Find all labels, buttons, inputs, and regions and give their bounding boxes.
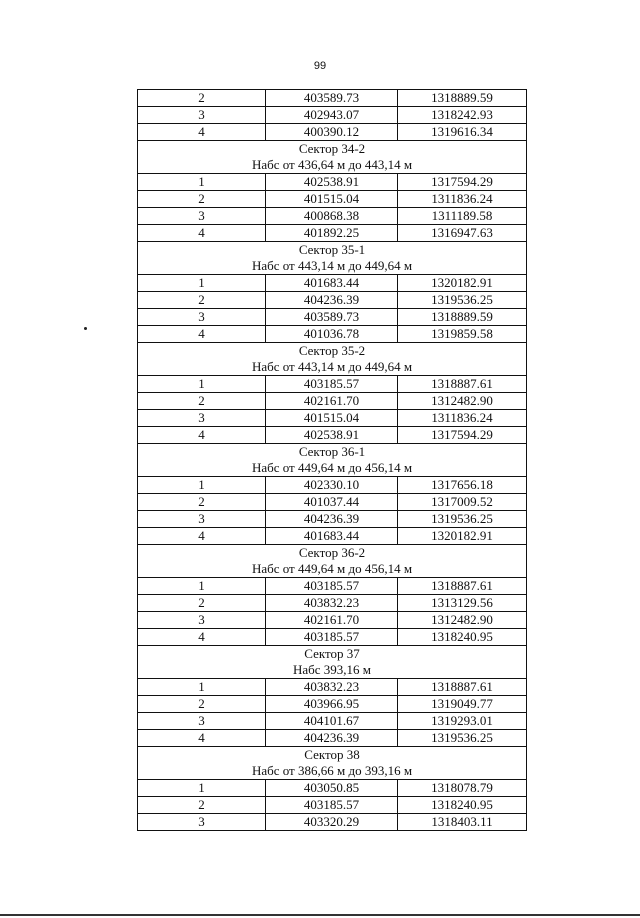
sector-title: Сектор 35-2 [298, 343, 366, 358]
y-coordinate-cell: 1318889.59 [398, 90, 527, 107]
x-coordinate-cell: 403966.95 [266, 696, 398, 713]
table-row [138, 477, 527, 494]
y-coordinate-cell: 1319293.01 [398, 713, 527, 730]
x-coordinate-cell: 403589.73 [266, 90, 398, 107]
x-coordinate-cell: 403050.85 [266, 780, 398, 797]
x-coordinate-cell: 402161.70 [266, 612, 398, 629]
y-coordinate-cell: 1318078.79 [398, 780, 527, 797]
x-coordinate-cell: 401515.04 [266, 191, 398, 208]
x-coordinate-cell: 401892.25 [266, 225, 398, 242]
point-number-cell: 1 [138, 174, 266, 191]
point-number-cell: 3 [138, 814, 266, 831]
sector-title: Сектор 37 [304, 646, 360, 661]
y-coordinate-cell: 1317594.29 [398, 427, 527, 444]
point-number-cell: 2 [138, 393, 266, 410]
table-row [138, 225, 527, 242]
table-row [138, 107, 527, 124]
table-row [138, 612, 527, 629]
table-row [138, 326, 527, 343]
sector-heading-row [138, 545, 527, 578]
point-number-cell: 1 [138, 376, 266, 393]
sector-heading-cell [138, 747, 527, 780]
table-row [138, 275, 527, 292]
x-coordinate-cell: 402161.70 [266, 393, 398, 410]
sector-heading-cell [138, 444, 527, 477]
x-coordinate-cell: 403832.23 [266, 679, 398, 696]
sector-height-range: Набс 393,16 м [292, 662, 372, 677]
table-row [138, 814, 527, 831]
sector-heading-cell [138, 545, 527, 578]
point-number-cell: 4 [138, 629, 266, 646]
point-number-cell: 2 [138, 696, 266, 713]
x-coordinate-cell: 400868.38 [266, 208, 398, 225]
x-coordinate-cell: 402330.10 [266, 477, 398, 494]
table-row [138, 797, 527, 814]
y-coordinate-cell: 1320182.91 [398, 528, 527, 545]
y-coordinate-cell: 1319536.25 [398, 730, 527, 747]
page-number: 99 [313, 60, 327, 72]
scan-speck [84, 327, 87, 330]
y-coordinate-cell: 1317594.29 [398, 174, 527, 191]
x-coordinate-cell: 404101.67 [266, 713, 398, 730]
table-row [138, 713, 527, 730]
y-coordinate-cell: 1319536.25 [398, 292, 527, 309]
table-row [138, 780, 527, 797]
y-coordinate-cell: 1311836.24 [398, 410, 527, 427]
sector-heading-cell [138, 343, 527, 376]
point-number-cell: 4 [138, 124, 266, 141]
x-coordinate-cell: 400390.12 [266, 124, 398, 141]
x-coordinate-cell: 403185.57 [266, 376, 398, 393]
sector-height-range: Набс от 449,64 м до 456,14 м [251, 561, 413, 576]
point-number-cell: 3 [138, 410, 266, 427]
sector-title: Сектор 35-1 [298, 242, 366, 257]
sector-heading-row [138, 444, 527, 477]
x-coordinate-cell: 403185.57 [266, 629, 398, 646]
y-coordinate-cell: 1318887.61 [398, 578, 527, 595]
table-row [138, 427, 527, 444]
y-coordinate-cell: 1318403.11 [398, 814, 527, 831]
y-coordinate-cell: 1318887.61 [398, 376, 527, 393]
table-row [138, 174, 527, 191]
point-number-cell: 3 [138, 309, 266, 326]
point-number-cell: 3 [138, 713, 266, 730]
sector-height-range: Набс от 443,14 м до 449,64 м [251, 258, 413, 273]
y-coordinate-cell: 1312482.90 [398, 612, 527, 629]
y-coordinate-cell: 1318240.95 [398, 629, 527, 646]
x-coordinate-cell: 403320.29 [266, 814, 398, 831]
y-coordinate-cell: 1311836.24 [398, 191, 527, 208]
table-row [138, 309, 527, 326]
point-number-cell: 1 [138, 275, 266, 292]
table-row [138, 578, 527, 595]
table-row [138, 90, 527, 107]
sector-title: Сектор 36-2 [298, 545, 366, 560]
point-number-cell: 4 [138, 427, 266, 444]
page-bottom-edge [0, 914, 640, 916]
sector-heading-row [138, 141, 527, 174]
point-number-cell: 3 [138, 612, 266, 629]
x-coordinate-cell: 403185.57 [266, 578, 398, 595]
y-coordinate-cell: 1313129.56 [398, 595, 527, 612]
point-number-cell: 4 [138, 326, 266, 343]
sector-height-range: Набс от 436,64 м до 443,14 м [251, 157, 413, 172]
y-coordinate-cell: 1320182.91 [398, 275, 527, 292]
y-coordinate-cell: 1316947.63 [398, 225, 527, 242]
point-number-cell: 4 [138, 528, 266, 545]
x-coordinate-cell: 401683.44 [266, 275, 398, 292]
y-coordinate-cell: 1318887.61 [398, 679, 527, 696]
y-coordinate-cell: 1312482.90 [398, 393, 527, 410]
sector-heading-cell [138, 141, 527, 174]
point-number-cell: 1 [138, 780, 266, 797]
point-number-cell: 2 [138, 797, 266, 814]
point-number-cell: 2 [138, 90, 266, 107]
y-coordinate-cell: 1319859.58 [398, 326, 527, 343]
table-row [138, 191, 527, 208]
y-coordinate-cell: 1317009.52 [398, 494, 527, 511]
sector-heading-cell [138, 242, 527, 275]
table-row [138, 410, 527, 427]
sector-title: Сектор 34-2 [298, 141, 366, 156]
point-number-cell: 3 [138, 208, 266, 225]
y-coordinate-cell: 1311189.58 [398, 208, 527, 225]
point-number-cell: 1 [138, 679, 266, 696]
table-row [138, 292, 527, 309]
table-row [138, 376, 527, 393]
y-coordinate-cell: 1319536.25 [398, 511, 527, 528]
point-number-cell: 2 [138, 494, 266, 511]
table-row [138, 629, 527, 646]
x-coordinate-cell: 404236.39 [266, 730, 398, 747]
table-row [138, 595, 527, 612]
x-coordinate-cell: 403185.57 [266, 797, 398, 814]
point-number-cell: 1 [138, 477, 266, 494]
y-coordinate-cell: 1319049.77 [398, 696, 527, 713]
x-coordinate-cell: 401036.78 [266, 326, 398, 343]
sector-height-range: Набс от 386,66 м до 393,16 м [251, 763, 413, 778]
y-coordinate-cell: 1318242.93 [398, 107, 527, 124]
sector-height-range: Набс от 449,64 м до 456,14 м [251, 460, 413, 475]
coordinates-table [137, 89, 527, 831]
x-coordinate-cell: 401037.44 [266, 494, 398, 511]
x-coordinate-cell: 403589.73 [266, 309, 398, 326]
point-number-cell: 2 [138, 292, 266, 309]
sector-title: Сектор 38 [304, 747, 360, 762]
table-row [138, 511, 527, 528]
x-coordinate-cell: 404236.39 [266, 292, 398, 309]
x-coordinate-cell: 404236.39 [266, 511, 398, 528]
x-coordinate-cell: 402943.07 [266, 107, 398, 124]
y-coordinate-cell: 1318240.95 [398, 797, 527, 814]
table-row [138, 696, 527, 713]
x-coordinate-cell: 401515.04 [266, 410, 398, 427]
y-coordinate-cell: 1317656.18 [398, 477, 527, 494]
table-row [138, 393, 527, 410]
point-number-cell: 4 [138, 730, 266, 747]
table-row [138, 679, 527, 696]
sector-heading-cell [138, 646, 527, 679]
point-number-cell: 4 [138, 225, 266, 242]
coordinates-table-body [138, 90, 527, 831]
sector-heading-row [138, 646, 527, 679]
point-number-cell: 1 [138, 578, 266, 595]
sector-heading-row [138, 747, 527, 780]
x-coordinate-cell: 403832.23 [266, 595, 398, 612]
y-coordinate-cell: 1318889.59 [398, 309, 527, 326]
table-row [138, 528, 527, 545]
point-number-cell: 2 [138, 191, 266, 208]
sector-heading-row [138, 242, 527, 275]
point-number-cell: 3 [138, 107, 266, 124]
table-row [138, 730, 527, 747]
x-coordinate-cell: 402538.91 [266, 174, 398, 191]
sector-heading-row [138, 343, 527, 376]
y-coordinate-cell: 1319616.34 [398, 124, 527, 141]
table-row [138, 208, 527, 225]
x-coordinate-cell: 401683.44 [266, 528, 398, 545]
table-row [138, 494, 527, 511]
sector-height-range: Набс от 443,14 м до 449,64 м [251, 359, 413, 374]
sector-title: Сектор 36-1 [298, 444, 366, 459]
point-number-cell: 2 [138, 595, 266, 612]
x-coordinate-cell: 402538.91 [266, 427, 398, 444]
point-number-cell: 3 [138, 511, 266, 528]
table-row [138, 124, 527, 141]
